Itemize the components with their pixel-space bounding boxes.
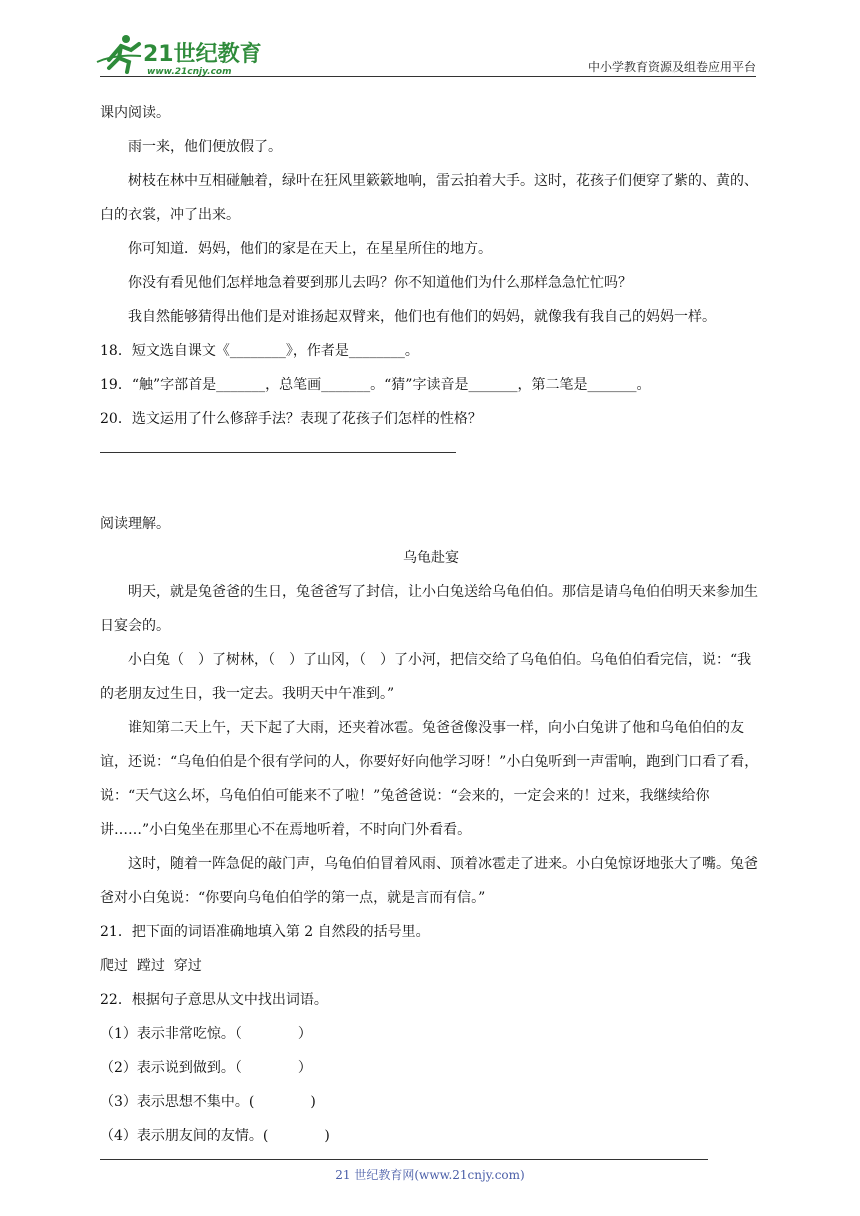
passage1-paragraph: 树枝在林中互相碰触着，绿叶在狂风里簌簌地响，雷云拍着大手。这时，花孩子们便穿了紫的、黄的、白的衣裳，冲了出来。 — [100, 173, 758, 223]
passage1-paragraph: 你没有看见他们怎样地急着要到那儿去吗？你不知道他们为什么那样急急忙忙吗？ — [128, 275, 632, 291]
answer-line — [100, 452, 456, 453]
question-21: 21．把下面的词语准确地填入第 2 自然段的括号里。 — [100, 924, 430, 940]
passage1-paragraph: 我自然能够猜得出他们是对谁扬起双臂来，他们也有他们的妈妈，就像我有我自己的妈妈一样。 — [128, 309, 716, 325]
passage2-title: 乌龟赴宴 — [403, 550, 459, 566]
question-19: 19．“触”字部首是_______，总笔画_______。“猜”字读音是_______，第二笔是_______。 — [100, 377, 651, 393]
logo-text: 21世纪教育 — [143, 42, 262, 67]
question-20: 20．选文运用了什么修辞手法？表现了花孩子们怎样的性格？ — [100, 411, 482, 427]
word-bank: 爬过 蹚过 穿过 — [100, 958, 202, 974]
question-22-sub: （4）表示朋友间的友情。( ) — [100, 1128, 330, 1144]
question-22-sub: （3）表示思想不集中。( ) — [100, 1094, 316, 1110]
header-divider — [100, 76, 756, 77]
logo-url: www.21cnjy.com — [147, 67, 232, 77]
site-logo — [95, 32, 265, 78]
page-header — [0, 0, 860, 80]
question-22: 22．根据句子意思从文中找出词语。 — [100, 992, 328, 1008]
section1-intro: 课内阅读。 — [100, 105, 170, 121]
passage2-paragraph: 谁知第二天上午，天下起了大雨，还夹着冰雹。兔爸爸像没事一样，向小白兔讲了他和乌龟伯伯的友谊，还说：“乌龟伯伯是个很有学问的人，你要好好向他学习呀！”小白兔听到一声雷响，跑到门口看了看，说：“天气这么坏，乌龟伯伯可能来不了啦！”兔爸爸说：“会来的，一定会来的！过来，我继续给你讲……”小白兔坐在那里心不在焉地听着，不时向门外看看。 — [100, 720, 759, 838]
passage1-paragraph: 雨一来，他们便放假了。 — [128, 139, 282, 155]
platform-name: 中小学教育资源及组卷应用平台 — [587, 60, 756, 74]
footer-divider — [100, 1159, 708, 1160]
passage1-paragraph: 你可知道．妈妈，他们的家是在天上，在星星所住的地方。 — [128, 241, 492, 257]
passage2-paragraph: 这时，随着一阵急促的敲门声，乌龟伯伯冒着风雨、顶着冰雹走了进来。小白兔惊讶地张大了嘴。兔爸爸对小白兔说：“你要向乌龟伯伯学的第一点，就是言而有信。” — [100, 856, 758, 906]
passage2-paragraph: 明天，就是兔爸爸的生日，兔爸爸写了封信，让小白兔送给乌龟伯伯。那信是请乌龟伯伯明天来参加生日宴会的。 — [100, 584, 758, 634]
question-22-sub: （2）表示说到做到。（ ） — [100, 1060, 312, 1076]
question-18: 18．短文选自课文《________》，作者是________。 — [100, 343, 419, 359]
passage2-paragraph: 小白兔（ ）了树林，（ ）了山冈，（ ）了小河，把信交给了乌龟伯伯。乌龟伯伯看完信，说：“我的老朋友过生日，我一定去。我明天中午准到。” — [100, 652, 752, 702]
footer-link[interactable]: 21 世纪教育网(www.21cnjy.com) — [335, 1168, 525, 1182]
question-22-sub: （1）表示非常吃惊。（ ） — [100, 1026, 312, 1042]
section2-intro: 阅读理解。 — [100, 516, 170, 532]
document-body — [100, 96, 762, 1153]
